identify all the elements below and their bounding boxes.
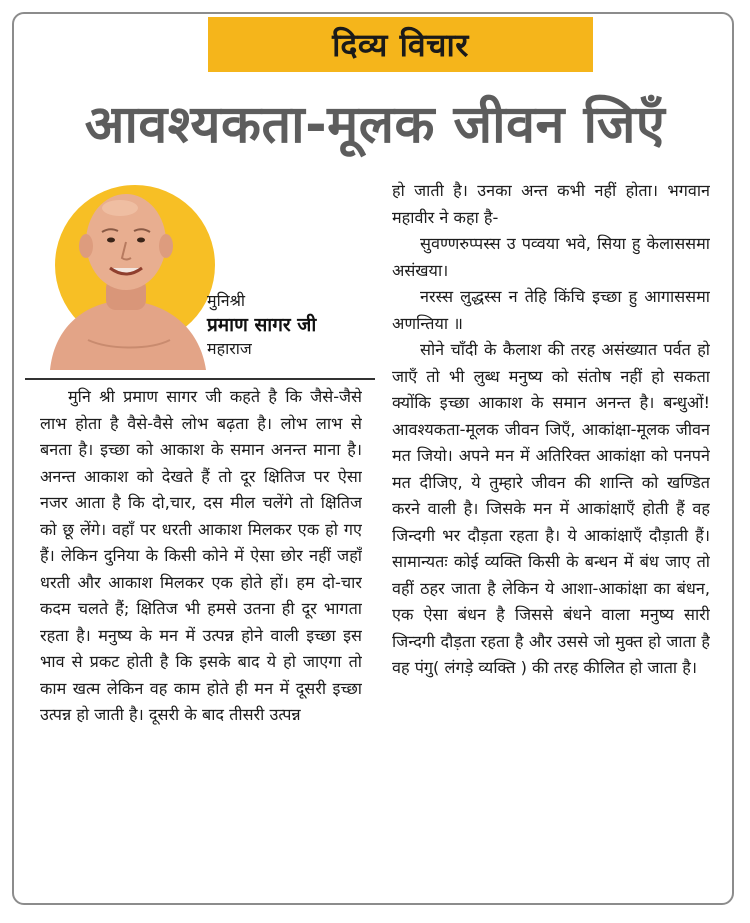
author-byline — [207, 290, 377, 360]
paragraph: सोने चाँदी के कैलाश की तरह असंख्यात पर्वत हो जाएँ तो भी लुब्ध मनुष्य को संतोष नहीं हो सकता क्योंकि इच्छा आकाश के समान अनन्त है। बन्धुओं! आवश्यकता-मूलक जीवन जिएँ, आकांक्षा-मूलक जीवन मत जियो। अपने मन में अतिरिक्त आकांक्षा को पनपने मत दीजिए, ये तुम्हारे जीवन की शान्ति को खण्डित करने वाली है। जिसके मन में आकांक्षाएँ होती हैं वह जिन्दगी भर दौड़ता रहता है। ये आकांक्षाएँ दौड़ाती हैं। सामान्यतः कोई व्यक्ति किसी के बन्धन में बंध जाए तो वहीं ठहर जाता है लेकिन ये आशा-आकांक्षा का बंधन, एक ऐसा बंधन है जिससे बंधने वाला मनुष्य सारी जिन्दगी दौड़ता रहता है और उससे जो मुक्त हो जाता है वह पंगु( लंगड़े व्यक्ति ) की तरह कीलित हो जाता है। — [392, 340, 710, 677]
author-portrait — [40, 180, 210, 370]
article-headline: आवश्यकता-मूलक जीवन जिएँ — [84, 94, 666, 155]
byline-divider — [25, 378, 375, 380]
paragraph: हो जाती है। उनका अन्त कभी नहीं होता। भगवान महावीर ने कहा है- — [392, 181, 710, 227]
quote-line: नरस्स लुद्धस्स न तेहि किंचि इच्छा हु आगाससमा अणन्तिया ॥ — [392, 287, 710, 333]
paragraph: मुनि श्री प्रमाण सागर जी कहते है कि जैसे-जैसे लाभ होता है वैसे-वैसे लोभ बढ़ता है। लोभ लाभ से बनता है। इच्छा को आकाश के समान अनन्त माना है। अनन्त आकाश को देखते हैं तो दूर क्षितिज पर ऐसा नजर आता है कि दो,चार, दस मील चलेंगे तो क्षितिज को छू लेंगे। वहाँ पर धरती आकाश मिलकर एक हो गए हैं। लेकिन दुनिया के किसी कोने में ऐसा छोर नहीं जहाँ धरती और आकाश मिलकर एक होते हों। हम दो-चार कदम चलते हैं; क्षितिज भी हमसे उतना ही दूर भागता रहता है। मनुष्य के मन में उत्पन्न होने वाली इच्छा इस भाव से प्रकट होती है कि इसके बाद ये हो जाएगा तो काम खत्म लेकिन वह काम होते ही मन में दूसरी इच्छा उत्पन्न हो जाती है। दूसरी के बाद तीसरी उत्पन्न — [40, 387, 362, 724]
author-name: प्रमाण सागर जी — [207, 314, 317, 336]
section-tag: दिव्य विचार — [208, 17, 593, 72]
author-prefix: मुनिश्री — [207, 291, 246, 310]
author-suffix: महाराज — [207, 339, 252, 358]
article-column-left — [40, 384, 362, 864]
quote-line: सुवण्णरुप्पस्स उ पव्वया भवे, सिया हु केलाससमा असंखया। — [392, 234, 710, 280]
article-column-right — [392, 178, 710, 868]
